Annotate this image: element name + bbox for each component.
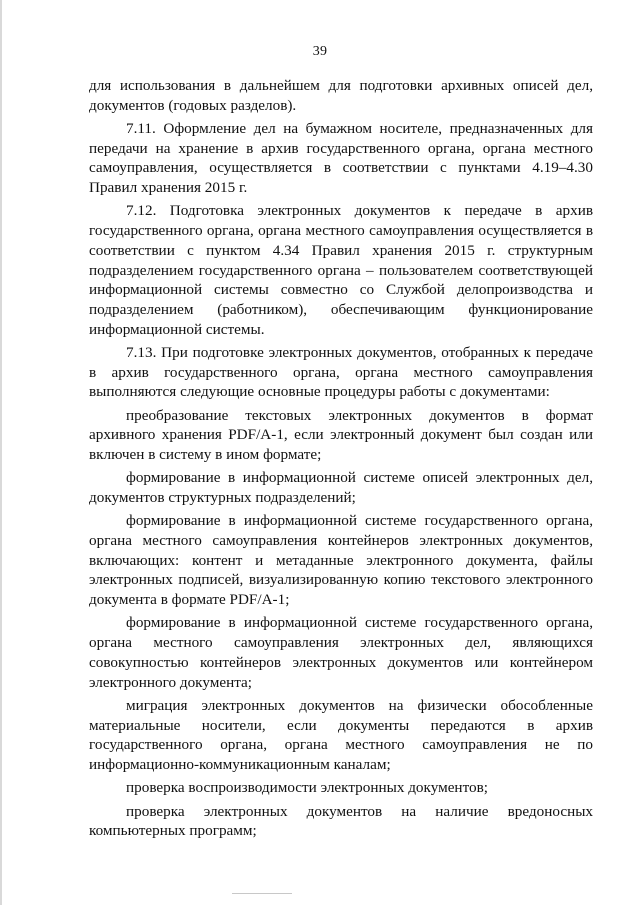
scan-artifact xyxy=(232,893,292,894)
paragraph-7-11: 7.11. Оформление дел на бумажном носителе, предназначенных для передачи на хранение в архив государственного органа, органа местного самоуправления, осуществляется в соответствии с пунктами 4.19–4.30 Правил хранения 2015 г. xyxy=(89,120,593,197)
procedure-item: проверка электронных документов на наличие вредоносных компьютерных программ; xyxy=(89,802,593,840)
paragraph-7-12: 7.12. Подготовка электронных документов к передаче в архив государственного органа, органа местного самоуправления осуществляется в соответствии с пунктом 4.34 Правил хранения 2015 г. структурным подразделением государственного органа – пользователем соответствующей информационной системы совместно со Службой делопроизводства и подразделением (работником), обеспечивающим функционирование информационной системы. xyxy=(89,202,593,338)
procedure-item: миграция электронных документов на физически обособленные материальные носители, если документы передаются в архив государственного органа, органа местного самоуправления не по информационно-коммуникационным каналам; xyxy=(89,696,593,773)
procedure-item: преобразование текстовых электронных документов в формат архивного хранения PDF/A-1, если электронный документ был создан или включен в систему в ином формате; xyxy=(89,406,593,464)
procedure-item: проверка воспроизводимости электронных документов; xyxy=(126,779,488,797)
scan-edge xyxy=(0,0,2,905)
procedure-item: формирование в информационной системе государственного органа, органа местного самоуправления электронных дел, являющихся совокупностью контейнеров электронных документов или контейнером электронного документа; xyxy=(89,614,593,691)
body-text xyxy=(89,76,593,845)
paragraph-continuation: для использования в дальнейшем для подготовки архивных описей дел, документов (годовых разделов). xyxy=(89,77,593,114)
procedure-item: формирование в информационной системе описей электронных дел, документов структурных подразделений; xyxy=(89,469,593,507)
page-number: 39 xyxy=(312,44,328,59)
paragraph-7-13: 7.13. При подготовке электронных документов, отобранных к передаче в архив государственного органа, органа местного самоуправления выполняются следующие основные процедуры работы с документами: xyxy=(89,343,593,401)
procedure-item: формирование в информационной системе государственного органа, органа местного самоуправления контейнеров электронных документов, включающих: контент и метаданные электронного документа, файлы электронных подписей, визуализированную копию текстового электронного документа в формате PDF/A-1; xyxy=(89,512,593,609)
